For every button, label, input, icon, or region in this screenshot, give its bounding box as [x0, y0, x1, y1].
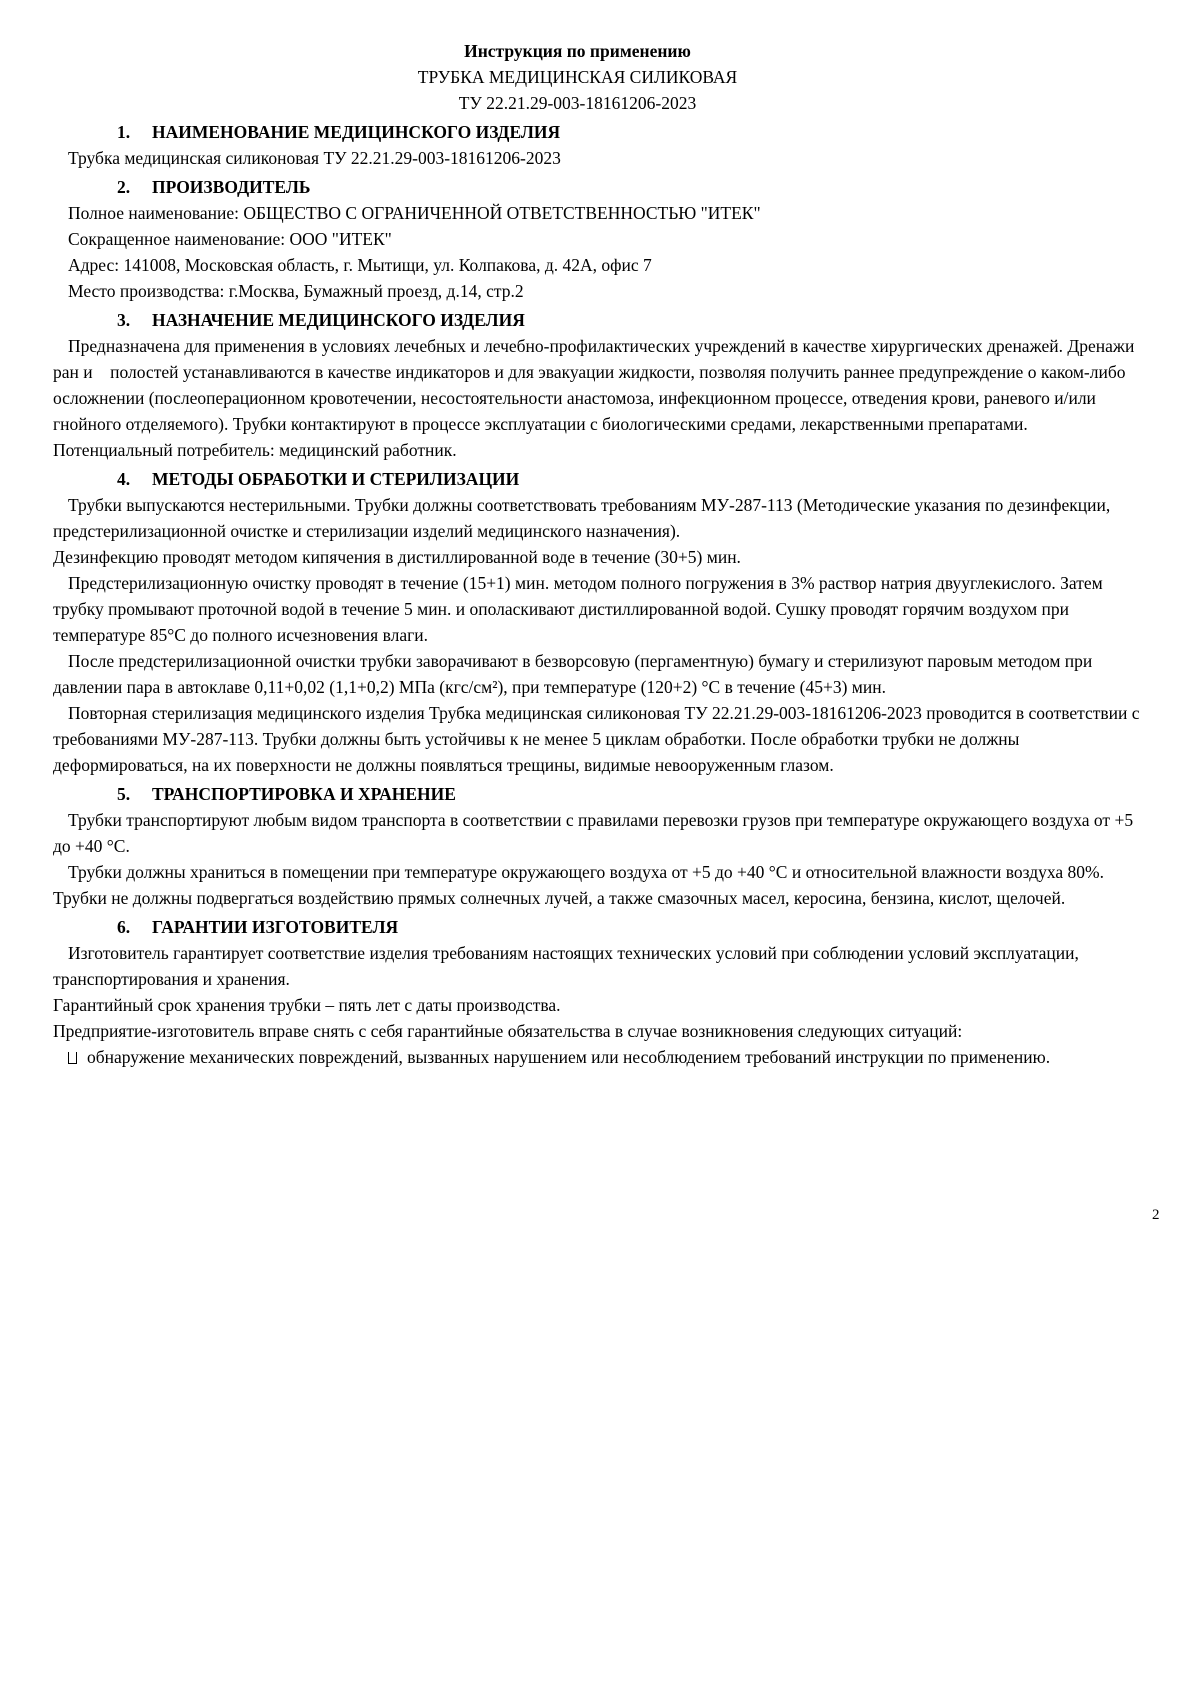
storage-paragraph: Трубки должны храниться в помещении при температуре окружающего воздуха от +5 до +40 °С и относительной влажности воздуха 80%. Трубки не должны подвергаться воздействию прямых солнечных лучей, а также смазочных масел, керосина, бензина, кислот, щелочей. [53, 862, 1105, 908]
section-5-heading [53, 781, 1148, 807]
section-transportirovka [53, 781, 1148, 911]
section-4-number: 4. [117, 469, 131, 489]
nonsterile-paragraph: Трубки выпускаются нестерильными. Трубки должны соответствовать требованиям МУ-287-113 (Методические указания по дезинфекции, предстерилизационной очистке и стерилизации изделий медицинского назначения). [53, 495, 1111, 541]
product-name-line: Трубка медицинская силиконовая ТУ 22.21.29-003-18161206-2023 [68, 148, 561, 168]
manufacturer-short-name: Сокращенное наименование: ООО "ИТЕК" [68, 229, 392, 249]
purpose-paragraph: Предназначена для применения в условиях лечебных и лечебно-профилактических учреждений в качестве хирургических дренажей. Дренажи ран и полостей устанавливаются в качестве индикаторов и для эвакуации жидкости, позволяя получить раннее предупреждение о каком-либо осложнении (послеоперационном кровотечении, несостоятельности анастомоза, инфекционном процессе, отведения крови, раневого и/или гнойного отделяемого). Трубки контактируют в процессе эксплуатации с биологическими средами, лекарственными препаратами. Потенциальный потребитель: медицинский работник. [53, 336, 1135, 460]
section-3-number: 3. [117, 310, 131, 330]
production-site: Место производства: г.Москва, Бумажный проезд, д.14, стр.2 [68, 281, 524, 301]
missing-glyph-bullet-icon [68, 1052, 77, 1064]
section-5-number: 5. [117, 784, 131, 804]
section-1-number: 1. [117, 122, 131, 142]
disinfection-paragraph: Дезинфекцию проводят методом кипячения в дистиллированной воде в течение (30+5) мин. [53, 547, 741, 567]
section-4-title: МЕТОДЫ ОБРАБОТКИ И СТЕРИЛИЗАЦИИ [152, 469, 520, 489]
doc-subtitle: ТРУБКА МЕДИЦИНСКАЯ СИЛИКОВАЯ [417, 67, 738, 87]
doc-title: Инструкция по применению [464, 41, 691, 61]
section-6-heading [53, 914, 1148, 940]
resterilization-paragraph: Повторная стерилизация медицинского изделия Трубка медицинская силиконовая ТУ 22.21.29-003-18161206-2023 проводится в соответствии с требованиями МУ-287-113. Трубки должны быть устойчивы к не менее 5 циклам обработки. После обработки трубки не должны деформироваться, на их поверхности не должны появляться трещины, видимые невооруженным глазом. [53, 703, 1140, 775]
section-proizvoditel [53, 174, 1148, 304]
transport-paragraph: Трубки транспортируют любым видом транспорта в соответствии с правилами перевозки грузов при температуре окружающего воздуха от +5 до +40 °С. [53, 810, 1134, 856]
autoclave-paragraph: После предстерилизационной очистки трубки заворачивают в безворсовую (пергаментную) бумагу и стерилизуют паровым методом при давлении пара в автоклаве 0,11+0,02 (1,1+0,2) МПа (кгс/см²), при температуре (120+2) °С в течение (45+3) мин. [53, 651, 1093, 697]
section-4-heading [53, 466, 1148, 492]
section-1-heading [53, 119, 1148, 145]
section-garantii [53, 914, 1148, 1070]
presterilization-paragraph: Предстерилизационную очистку проводят в течение (15+1) мин. методом полного погружения в 3% раствор натрия двууглекислого. Затем трубку промывают проточной водой в течение 5 мин. и ополаскивают дистиллированной водой. Сушку проводят горячим воздухом при температуре 85°С до полного исчезновения влаги. [53, 573, 1103, 645]
section-sterilizacia [53, 466, 1148, 778]
bullet-item [53, 1044, 1148, 1070]
document-content [53, 38, 1148, 1070]
bullet-item-text: обнаружение механических повреждений, вызванных нарушением или несоблюдением требований инструкции по применению. [87, 1047, 1051, 1067]
section-6-title: ГАРАНТИИ ИЗГОТОВИТЕЛЯ [152, 917, 399, 937]
section-6-number: 6. [117, 917, 131, 937]
section-1-title: НАИМЕНОВАНИЕ МЕДИЦИНСКОГО ИЗДЕЛИЯ [152, 122, 561, 142]
warranty-paragraph: Изготовитель гарантирует соответствие изделия требованиям настоящих технических условий при соблюдении условий эксплуатации, транспортирования и хранения. [53, 943, 1079, 989]
warranty-void-paragraph: Предприятие-изготовитель вправе снять с себя гарантийные обязательства в случае возникновения следующих ситуаций: [53, 1021, 963, 1041]
section-naznachenie [53, 307, 1148, 463]
section-3-title: НАЗНАЧЕНИЕ МЕДИЦИНСКОГО ИЗДЕЛИЯ [152, 310, 525, 330]
doc-tu-number: ТУ 22.21.29-003-18161206-2023 [458, 93, 697, 113]
section-2-number: 2. [117, 177, 131, 197]
manufacturer-full-name: Полное наименование: ОБЩЕСТВО С ОГРАНИЧЕННОЙ ОТВЕТСТВЕННОСТЬЮ "ИТЕК" [68, 203, 761, 223]
page-number: 2 [1152, 1207, 1160, 1223]
section-2-heading [53, 174, 1148, 200]
document-header [53, 38, 1148, 116]
section-naimenovanie [53, 119, 1148, 171]
shelf-life-paragraph: Гарантийный срок хранения трубки – пять лет с даты производства. [53, 995, 561, 1015]
section-5-title: ТРАНСПОРТИРОВКА И ХРАНЕНИЕ [152, 784, 456, 804]
section-3-heading [53, 307, 1148, 333]
manufacturer-address: Адрес: 141008, Московская область, г. Мытищи, ул. Колпакова, д. 42А, офис 7 [68, 255, 652, 275]
section-2-title: ПРОИЗВОДИТЕЛЬ [152, 177, 311, 197]
